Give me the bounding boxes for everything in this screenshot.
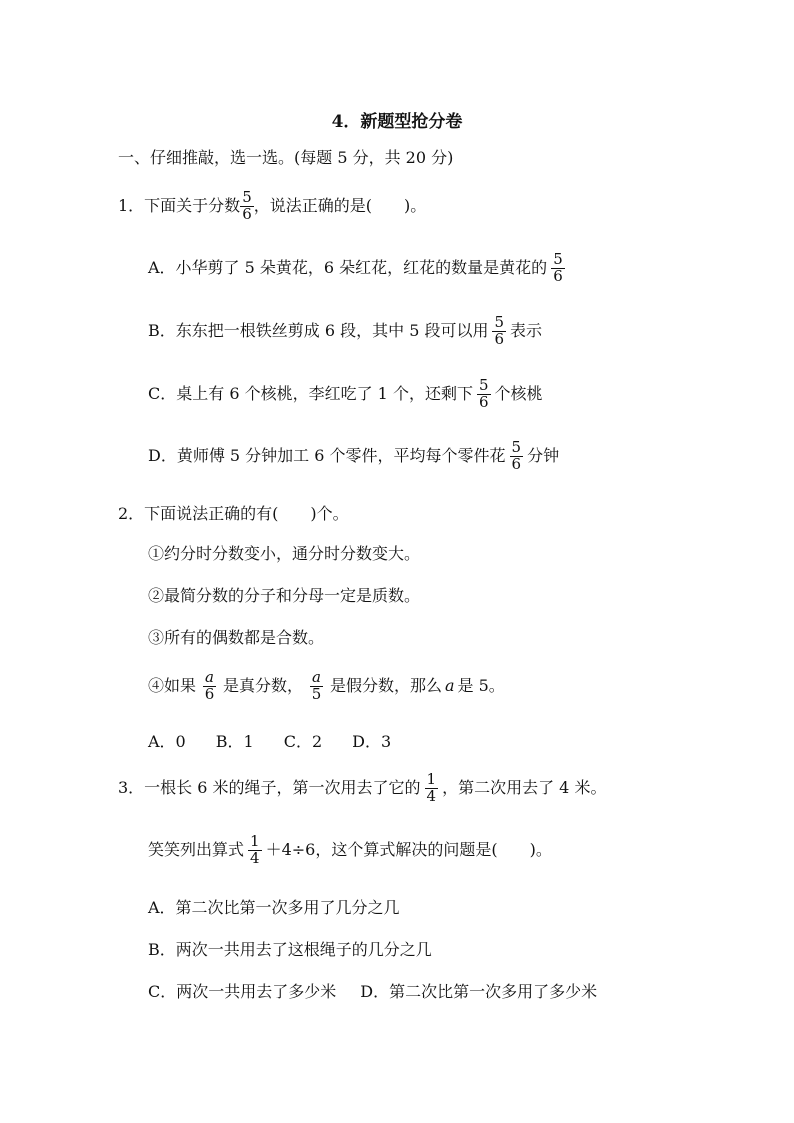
q3-stem-after: ，第二次用去了 4 米。 (442, 778, 607, 798)
q2-statement-2-text: ②最简分数的分子和分母一定是质数。 (148, 586, 421, 605)
q2-statement-4-fraction-1 (200, 670, 219, 703)
q2-statement-4-fraction-2 (307, 670, 326, 703)
q1-option-c (148, 378, 543, 411)
q2-option-d: D．3 (352, 732, 392, 751)
q2-options (148, 734, 391, 750)
q2-stem-text: 2．下面说法正确的有( )个。 (118, 504, 349, 523)
q2-statement-4-fraction-2-numerator: a (311, 668, 321, 686)
q3-fraction-numerator: 1 (426, 770, 437, 788)
q3-equation-before: 笑笑列出算式 (148, 840, 245, 860)
q1-option-d (148, 440, 559, 473)
q3-equation-line (148, 834, 552, 867)
q2-option-a: A．0 (148, 732, 186, 751)
question-3-stem (118, 772, 606, 805)
q1-option-b-fraction (492, 315, 506, 348)
q2-statement-4-variable: a (444, 676, 455, 696)
q1-stem-before: 1．下面关于分数 (118, 196, 241, 216)
q3-option-a-text: A．第二次比第一次多用了几分之几 (148, 898, 400, 917)
q1-option-c-before: C．桌上有 6 个核桃，李红吃了 1 个，还剩下 (148, 384, 473, 404)
q1-option-d-before: D．黄师傅 5 分钟加工 6 个零件，平均每个零件花 (148, 446, 506, 466)
q2-statement-4-part-1: ④如果 (148, 676, 197, 696)
q3-option-b-text: B．两次一共用去了这根绳子的几分之几 (148, 940, 432, 959)
q1-option-b-after: 表示 (510, 321, 543, 341)
section-heading-text: 一、仔细推敲，选一选。(每题 5 分，共 20 分) (118, 148, 454, 167)
q3-option-a (148, 900, 400, 916)
q3-equation-fraction-numerator: 1 (250, 832, 260, 850)
q2-option-c: C．2 (283, 732, 323, 751)
question-1-stem (118, 190, 426, 223)
q3-fraction (425, 772, 439, 805)
q3-options-c-d (148, 984, 597, 1000)
section-heading (118, 150, 453, 166)
q3-equation-fraction-denominator: 4 (250, 848, 260, 867)
q2-statement-4-fraction-2-denominator: 5 (311, 684, 322, 703)
q2-statement-4-part-2: 是真分数， (222, 676, 303, 696)
q1-stem-after: ，说法正确的是( )。 (253, 196, 427, 216)
q3-stem-before: 3．一根长 6 米的绳子，第一次用去了它的 (118, 778, 421, 798)
q1-option-b-numerator: 5 (494, 313, 505, 331)
q1-option-b-denominator: 6 (494, 329, 505, 348)
q2-statement-4-part-3: 是假分数，那么 (329, 676, 442, 696)
q1-fraction-numerator: 5 (242, 188, 252, 206)
q1-option-c-fraction (477, 378, 491, 411)
q1-option-b-before: B．东东把一根铁丝剪成 6 段，其中 5 段可以用 (148, 321, 489, 341)
q1-option-a-denominator: 6 (553, 266, 563, 285)
q2-option-b: B．1 (215, 732, 254, 751)
q1-option-a-fraction (551, 252, 565, 285)
q3-option-b (148, 942, 432, 958)
page-title: 4．新题型抢分卷 (331, 112, 463, 132)
q3-option-c-text: C．两次一共用去了多少米 (148, 982, 337, 1001)
q3-option-d-text: D．第二次比第一次多用了多少米 (360, 982, 598, 1001)
q1-option-c-denominator: 6 (478, 392, 489, 411)
q1-option-a-numerator: 5 (553, 250, 563, 268)
q2-statement-4-fraction-1-numerator: a (205, 668, 214, 686)
q1-option-d-numerator: 5 (511, 438, 522, 456)
q1-fraction-denominator: 6 (242, 204, 252, 223)
q3-fraction-denominator: 4 (426, 786, 437, 805)
q1-option-a (148, 252, 569, 285)
q1-option-b (148, 315, 542, 348)
q1-option-c-numerator: 5 (478, 376, 489, 394)
q1-option-d-after: 分钟 (527, 446, 560, 466)
q1-option-d-denominator: 6 (511, 454, 522, 473)
q2-statement-2 (148, 588, 420, 604)
q1-option-a-text: A．小华剪了 5 朵黄花，6 朵红花，红花的数量是黄花的 (148, 258, 548, 278)
q2-statement-1-text: ①约分时分数变小，通分时分数变大。 (148, 544, 421, 563)
q1-option-c-after: 个核桃 (494, 384, 543, 404)
q3-equation-after: ＋4÷6，这个算式解决的问题是( )。 (265, 840, 552, 860)
q2-statement-3 (148, 630, 324, 646)
question-2-stem (118, 506, 349, 522)
q2-statement-1 (148, 546, 420, 562)
q1-option-d-fraction (510, 440, 524, 473)
q2-statement-3-text: ③所有的偶数都是合数。 (148, 628, 325, 647)
q2-statement-4-part-4: 是 5。 (457, 676, 505, 696)
q1-fraction (240, 190, 254, 223)
q2-statement-4 (148, 670, 505, 703)
q3-equation-fraction (248, 834, 262, 867)
q2-statement-4-fraction-1-denominator: 6 (204, 684, 215, 703)
